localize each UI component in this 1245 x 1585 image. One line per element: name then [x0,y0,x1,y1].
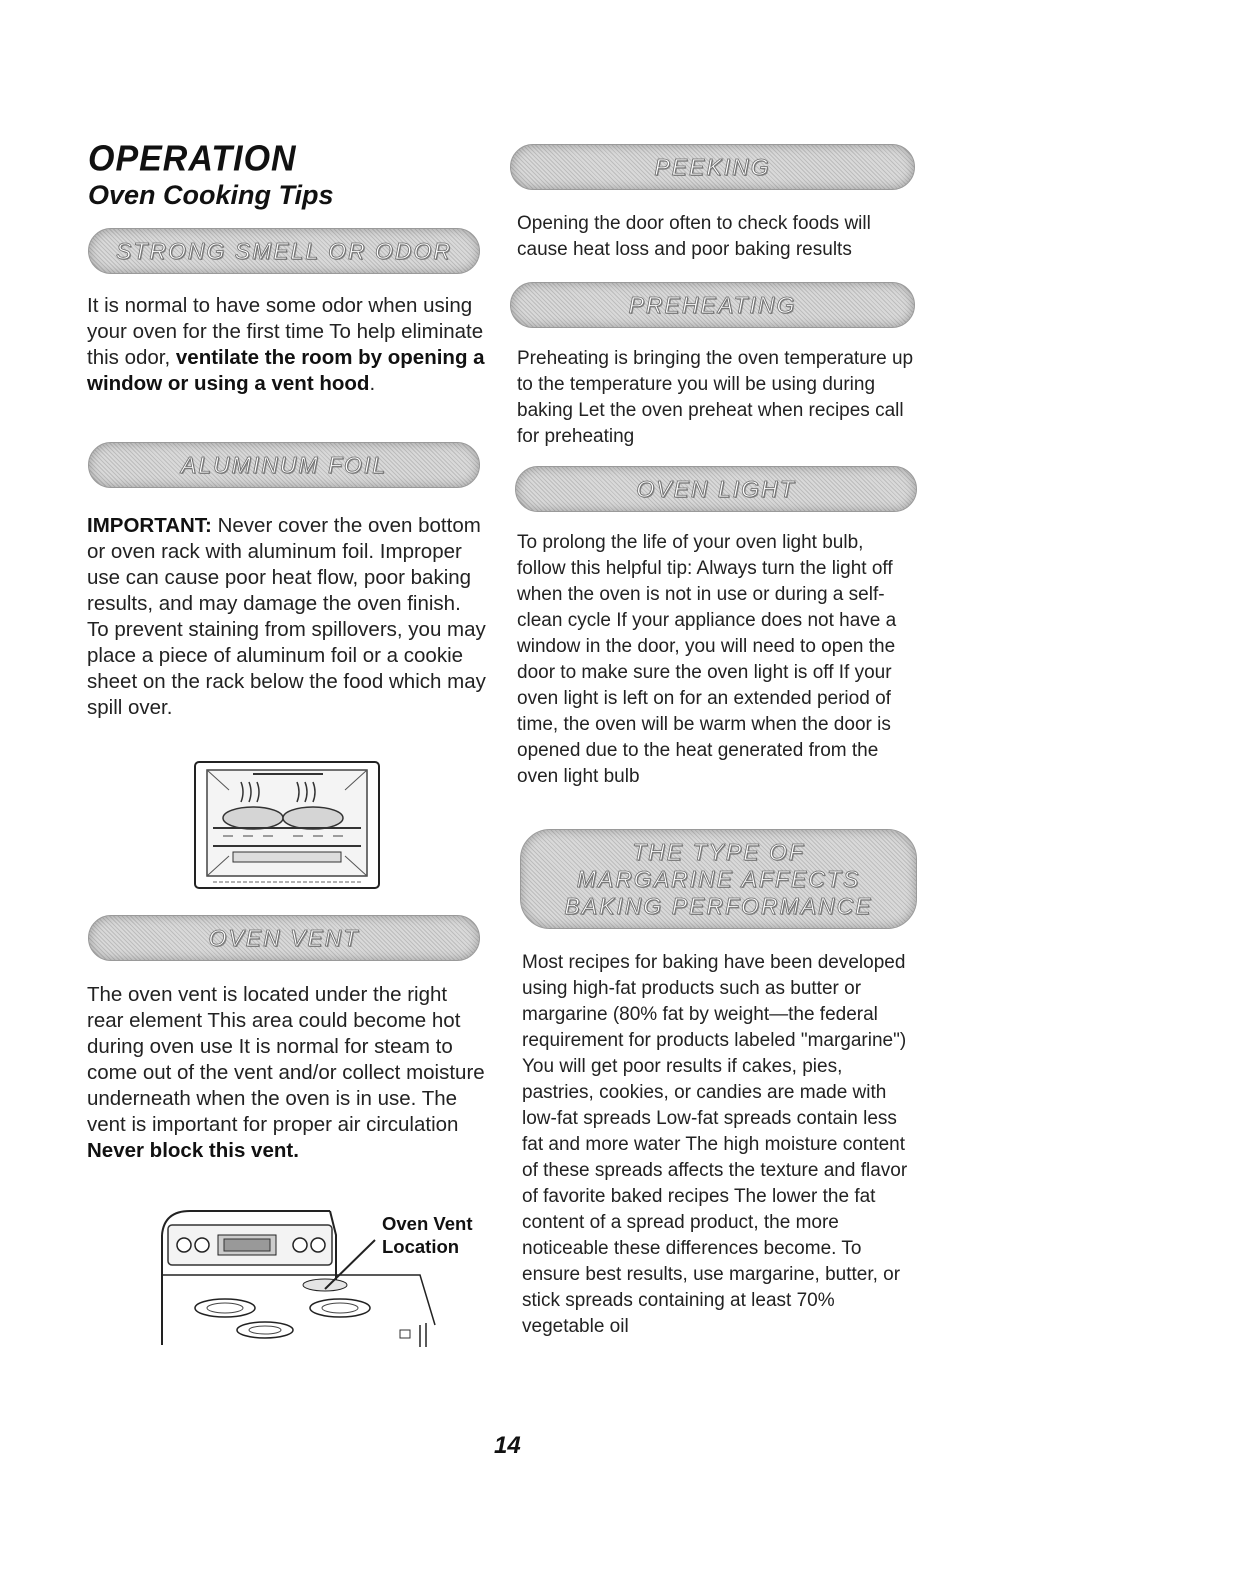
heading-preheating: PREHEATING [628,291,797,318]
paragraph-oven-light [517,530,917,790]
paragraph-preheating [517,346,917,450]
aluminum-foil-text: Never cover the oven bottom or oven rack with aluminum foil. Improper use can cause poor heat flow, poor baking results, and may damage the oven finish. To prevent staining from spillovers, you may place a piece of aluminum foil or a cookie sheet on the rack below the food which may spill over. [87,514,486,719]
heading-oven-vent: OVEN VENT [208,924,360,951]
heading-peeking: PEEKING [654,153,771,180]
paragraph-aluminum-foil [87,513,487,721]
peeking-text: Opening the door often to check foods will cause heat loss and poor baking results [517,213,871,260]
paragraph-oven-vent [87,982,487,1164]
strong-smell-end: . [369,372,376,395]
oven-light-text: To prolong the life of your oven light bulb, follow this helpful tip: Always turn the light off when the oven is not in use or during a self-clean cycle If your appliance does not have a window in the door, you will need to open the door to make sure the oven light is off If your oven light is left on for an extended period of time, the oven will be warm when the door is opened due to the heat generated from the oven light bulb [517,532,897,787]
preheating-text: Preheating is bringing the oven temperature up to the temperature you will be using during baking Let the oven preheat when recipes call for preheating [517,348,914,447]
banner-strong-smell [88,228,480,274]
banner-preheating [510,282,915,328]
strong-smell-emphasis: ventilate the room by opening a window or using a vent hood [87,346,485,395]
heading-oven-light: OVEN LIGHT [636,475,796,502]
heading-margarine-line-1: THE TYPE OF [632,838,805,865]
heading-margarine-line-2: MARGARINE AFFECTS [576,865,861,892]
heading-strong-smell: STRONG SMELL OR ODOR [115,237,453,264]
important-label: IMPORTANT: [87,514,212,537]
page-section-title: OPERATION [88,139,297,179]
callout-line-1: Oven Vent [382,1213,473,1234]
oven-vent-emphasis: Never block this vent. [87,1139,299,1162]
heading-margarine-line-3: BAKING PERFORMANCE [564,892,873,919]
strong-smell-text: It is normal to have some odor when using your oven for the first time To help eliminate this odor, [87,294,484,369]
banner-aluminum-foil [88,442,480,488]
oven-vent-location-callout [382,1212,472,1258]
oven-vent-text: The oven vent is located under the right rear element This area could become hot during oven use It is normal for steam to come out of the vent and/or collect moisture underneath when the oven is in use. The vent is important for proper air circulation [87,983,485,1136]
heading-aluminum-foil: ALUMINUM FOIL [180,451,388,478]
banner-oven-light [515,466,917,512]
page-title: Oven Cooking Tips [88,180,334,210]
banner-peeking [510,144,915,190]
paragraph-peeking [517,211,917,263]
margarine-text: Most recipes for baking have been developed using high-fat products such as butter or margarine (80% fat by weight—the federal requirement for products labeled "margarine") You will get poor results if cakes, pies, pastries, cookies, or candies are made with low-fat spreads Low-fat spreads contain less fat and more water The high moisture content of these spreads affects the texture and flavor of favorite baked recipes The lower the fat content of a spread product, the more noticeable these differences become. To ensure best results, use margarine, butter, or stick spreads containing at least 70% vegetable oil [522,952,908,1337]
oven-interior-illustration [193,760,381,890]
callout-line-2: Location [382,1236,460,1257]
heading-margarine [564,839,872,920]
banner-oven-vent [88,915,480,961]
banner-margarine [520,829,917,929]
paragraph-margarine [522,950,912,1340]
paragraph-strong-smell [87,293,487,397]
page-number: 14 [494,1432,521,1459]
